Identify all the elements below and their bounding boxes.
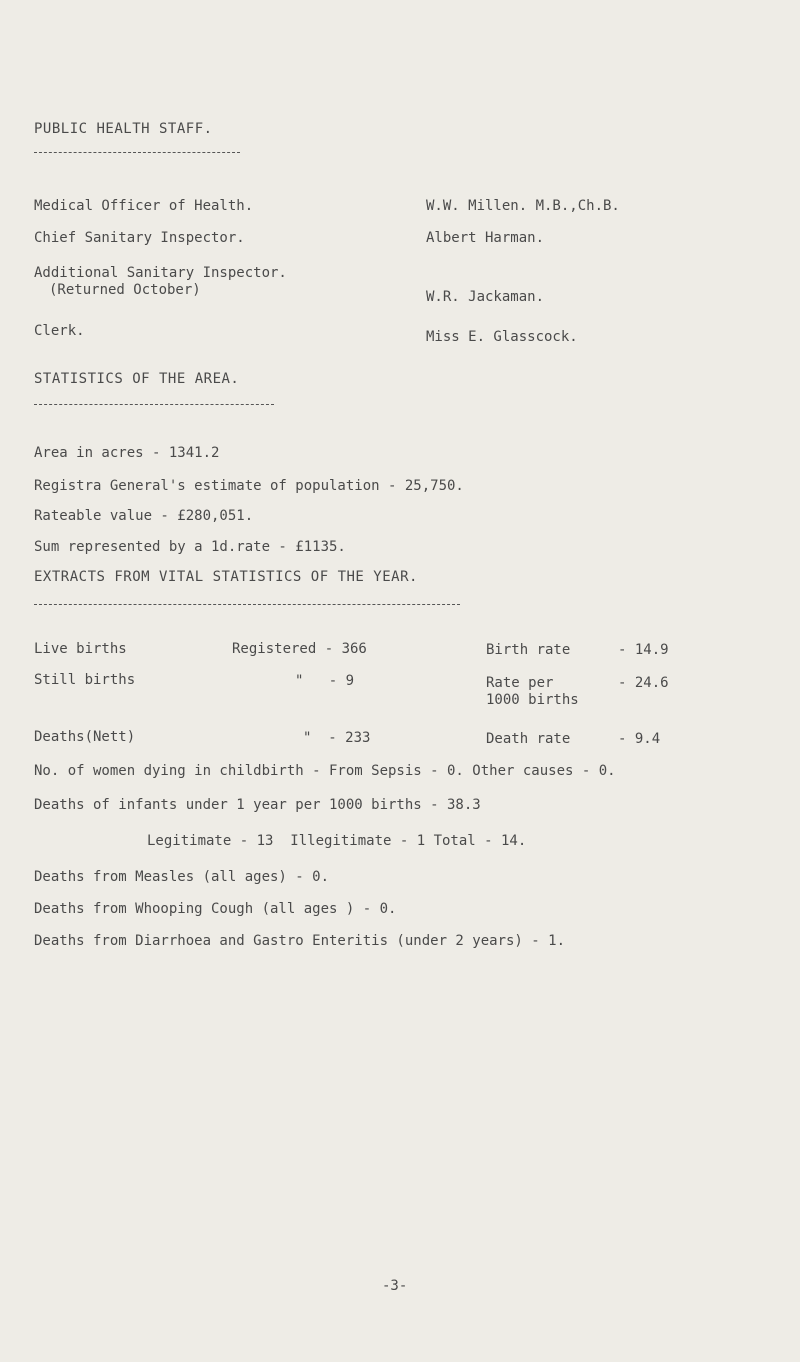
staff-role-2: Chief Sanitary Inspector. [34, 230, 245, 246]
vital-death-rate-label: Death rate [486, 731, 571, 747]
vital-still-births-registered: " - 9 [295, 673, 355, 689]
vital-whooping-cough: Deaths from Whooping Cough (all ages ) - 0. [34, 901, 397, 917]
area-population: Registra General's estimate of population - 25,750. [34, 478, 464, 494]
vital-deaths-label: Deaths(Nett) [34, 729, 136, 745]
vital-legitimacy: Legitimate - 13 Illegitimate - 1 Total - 14. [147, 833, 527, 849]
vital-rate-per-label: Rate per [486, 675, 554, 691]
vital-still-births-label: Still births [34, 672, 136, 688]
vital-heading-underline [34, 604, 460, 605]
staff-name-2: Albert Harman. [426, 230, 545, 246]
vital-measles: Deaths from Measles (all ages) - 0. [34, 869, 330, 885]
area-heading: STATISTICS OF THE AREA. [34, 371, 240, 387]
vital-maternal-deaths: No. of women dying in childbirth - From Sepsis - 0. Other causes - 0. [34, 763, 616, 779]
staff-role-1: Medical Officer of Health. [34, 198, 254, 214]
staff-role-3-note: (Returned October) [49, 282, 201, 298]
area-rateable-value: Rateable value - £280,051. [34, 508, 254, 524]
vital-birth-rate-value: - 14.9 [618, 642, 669, 658]
vital-heading: EXTRACTS FROM VITAL STATISTICS OF THE YEAR. [34, 569, 418, 585]
vital-live-births-registered: Registered - 366 [232, 641, 367, 657]
area-penny-rate: Sum represented by a 1d.rate - £1135. [34, 539, 346, 555]
vital-death-rate-value: - 9.4 [618, 731, 661, 747]
staff-name-4: Miss E. Glasscock. [426, 329, 578, 345]
page-number: -3- [382, 1278, 408, 1294]
staff-heading: PUBLIC HEALTH STAFF. [34, 121, 213, 137]
area-heading-underline [34, 404, 274, 405]
vital-rate-per-value: - 24.6 [618, 675, 669, 691]
vital-live-births-label: Live births [34, 641, 127, 657]
staff-heading-underline [34, 152, 240, 153]
vital-birth-rate-label: Birth rate [486, 642, 571, 658]
vital-infant-deaths: Deaths of infants under 1 year per 1000 births - 38.3 [34, 797, 481, 813]
staff-name-3: W.R. Jackaman. [426, 289, 545, 305]
staff-role-3: Additional Sanitary Inspector. [34, 265, 287, 281]
vital-deaths-registered: " - 233 [303, 730, 371, 746]
vital-rate-per-label-2: 1000 births [486, 692, 579, 708]
staff-name-1: W.W. Millen. M.B.,Ch.B. [426, 198, 620, 214]
vital-diarrhoea: Deaths from Diarrhoea and Gastro Enteritis (under 2 years) - 1. [34, 933, 566, 949]
staff-role-4: Clerk. [34, 323, 85, 339]
area-acres: Area in acres - 1341.2 [34, 445, 220, 461]
